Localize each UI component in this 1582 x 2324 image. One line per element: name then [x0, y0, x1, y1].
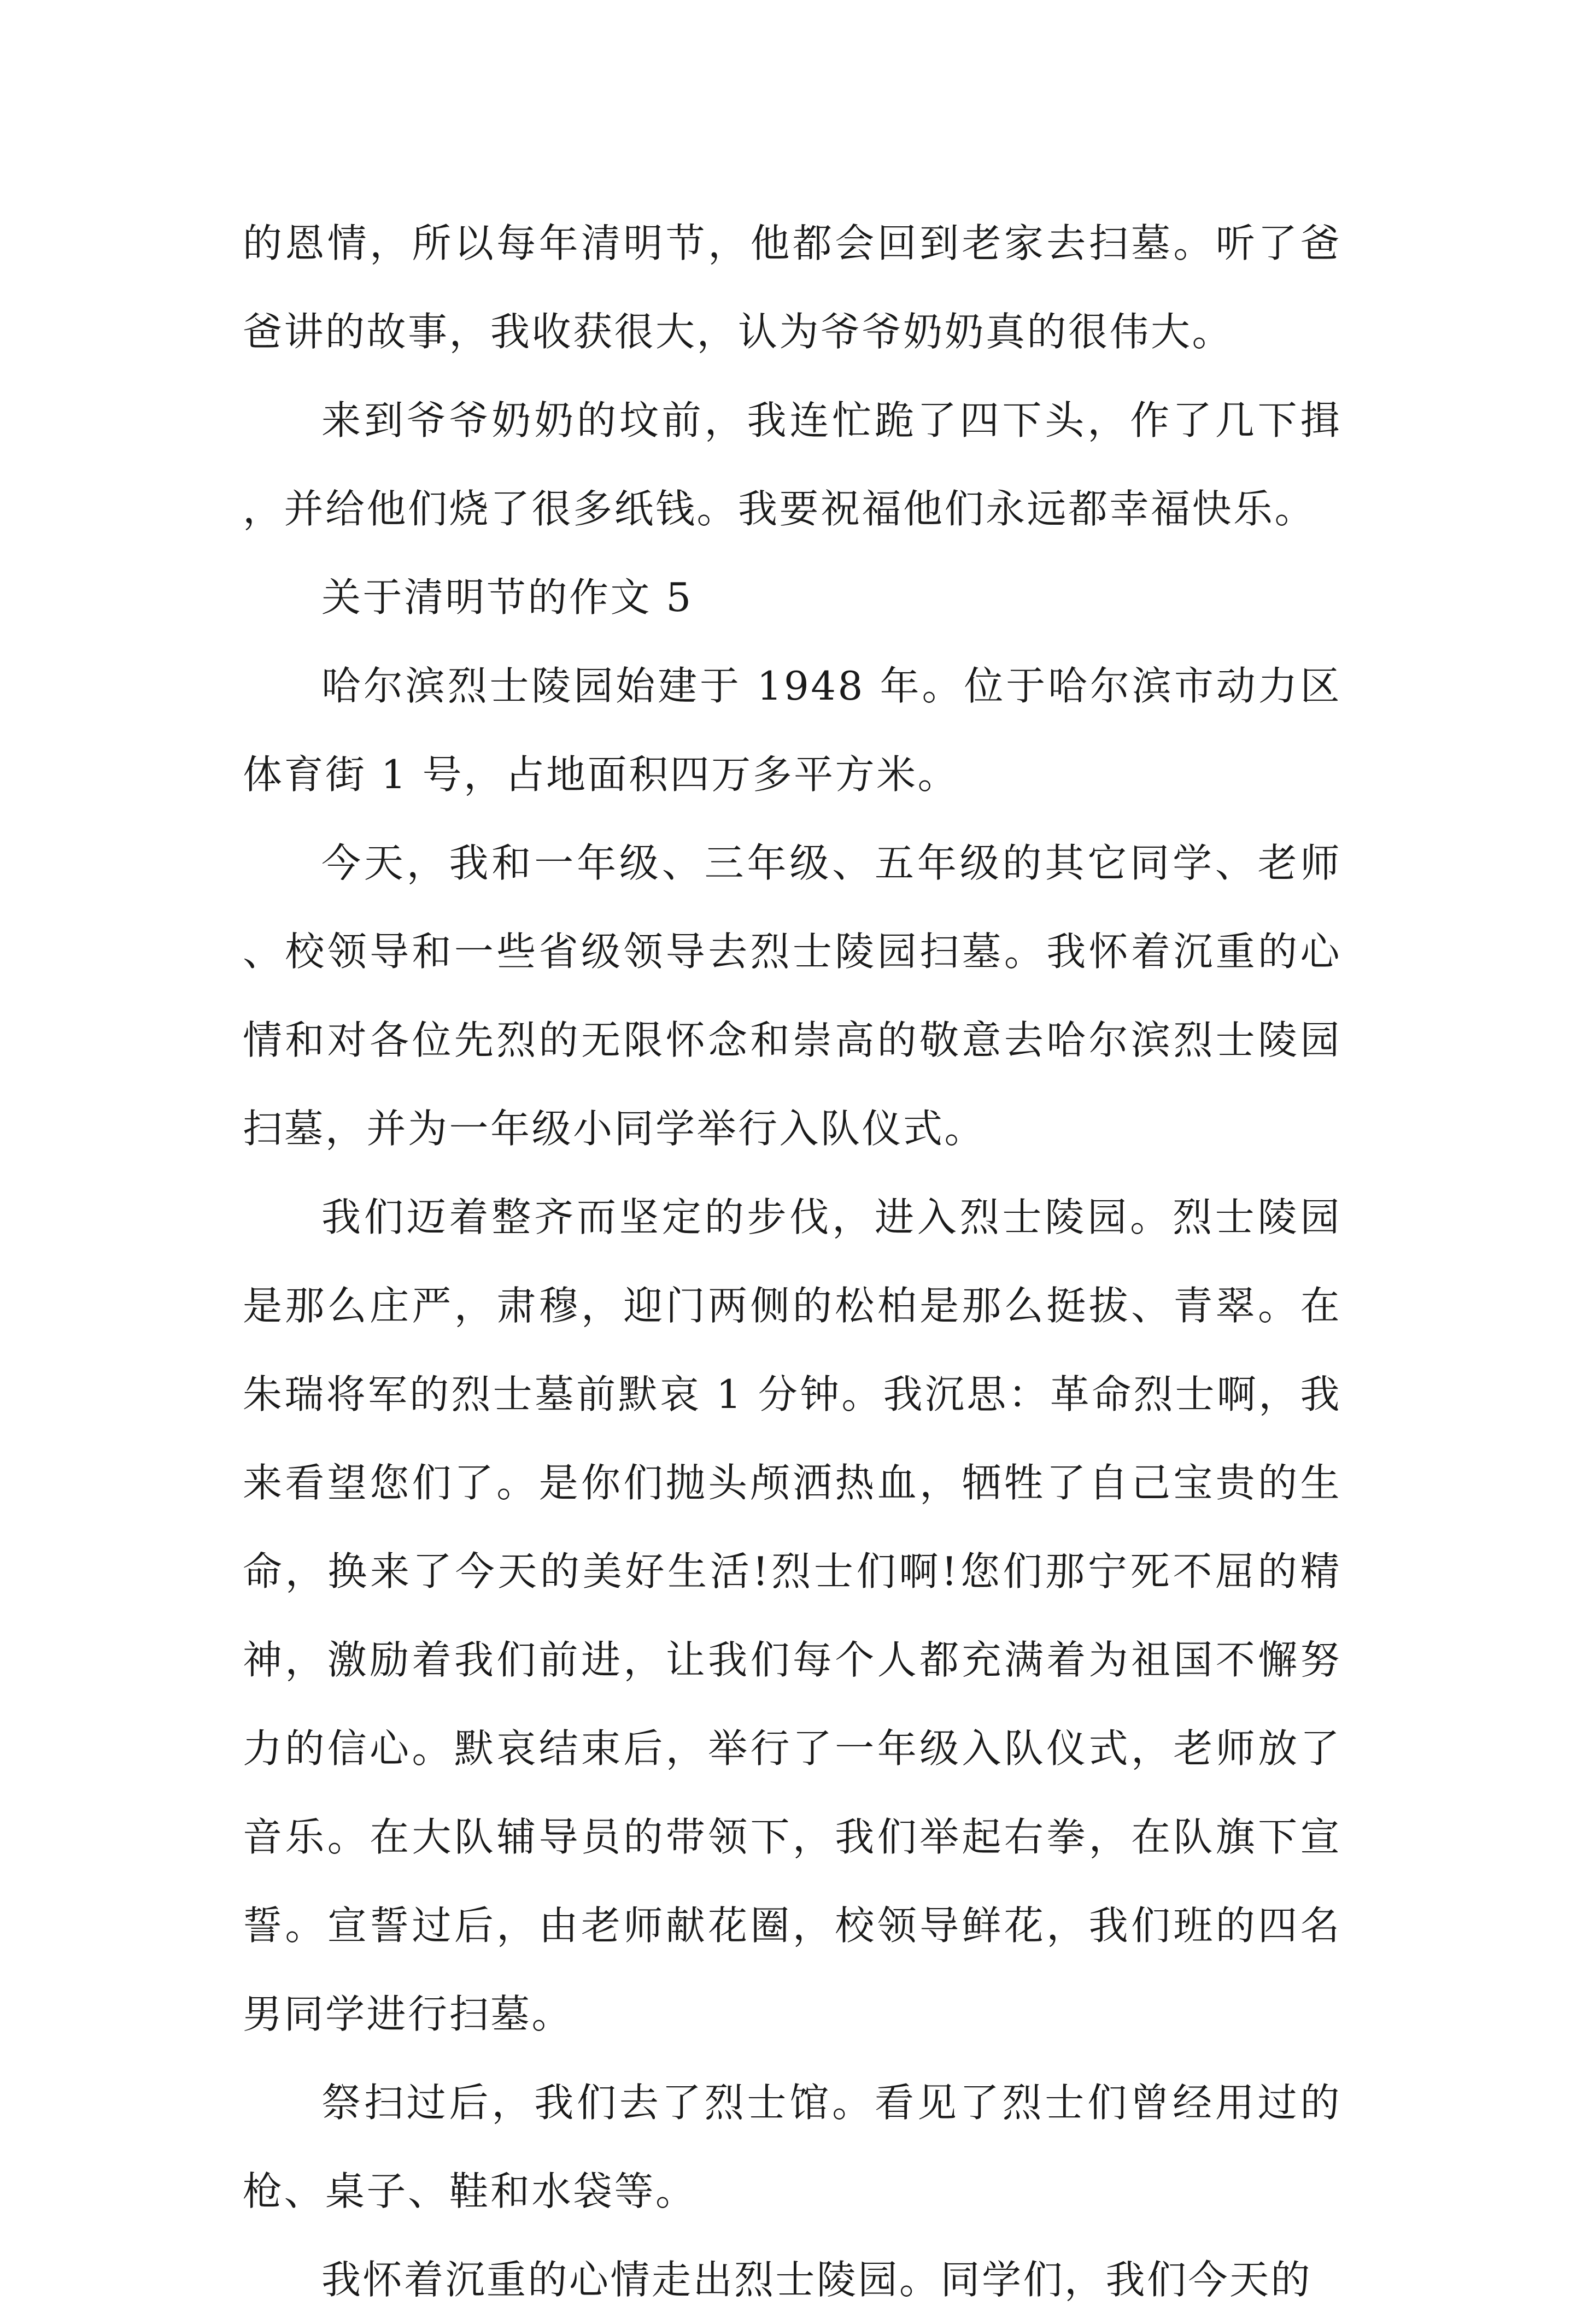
section-heading: 关于清明节的作文 5 [321, 574, 693, 620]
paragraph-6: 祭扫过后，我们去了烈士馆。看见了烈士们曾经用过的枪、桌子、鞋和水袋等。 [243, 2080, 1341, 2214]
paragraph-4: 今天，我和一年级、三年级、五年级的其它同学、老师、校领导和一些省级领导去烈士陵园扫墓。我怀着沉重的心情和对各位先烈的无限怀念和崇高的敬意去哈尔滨烈士陵园扫墓，并为一年级小同学举行入队仪式。 [243, 840, 1341, 1152]
paragraph-3: 哈尔滨烈士陵园始建于 1948 年。位于哈尔滨市动力区体育街 1 号，占地面积四万多平方米。 [243, 663, 1341, 797]
paragraph-2: 来到爷爷奶奶的坟前，我连忙跪了四下头，作了几下揖，并给他们烧了很多纸钱。我要祝福他们永远都幸福快乐。 [243, 397, 1341, 532]
paragraph-1: 的恩情，所以每年清明节，他都会回到老家去扫墓。听了爸爸讲的故事，我收获很大，认为爷爷奶奶真的很伟大。 [243, 220, 1341, 355]
paragraph-5: 我们迈着整齐而坚定的步伐，进入烈士陵园。烈士陵园是那么庄严，肃穆，迎门两侧的松柏是那么挺拔、青翠。在朱瑞将军的烈士墓前默哀 1 分钟。我沉思：革命烈士啊，我来看望您们了。是你们抛头颅洒热血，牺牲了自己宝贵的生命，换来了今天的美好生活!烈士们啊!您们那宁死不屈的精神，激励着我们前进，让我们每个人都充满着为祖国不懈努力的信心。默哀结束后，举行了一年级入队仪式，老师放了音乐。在大队辅导员的带领下，我们举起右拳，在队旗下宣誓。宣誓过后，由老师献花圈，校领导鲜花，我们班的四名男同学进行扫墓。 [243, 1194, 1341, 2037]
document-body [243, 199, 1341, 2324]
paragraph-7: 我怀着沉重的心情走出烈士陵园。同学们，我们今天的 [321, 2257, 1313, 2303]
